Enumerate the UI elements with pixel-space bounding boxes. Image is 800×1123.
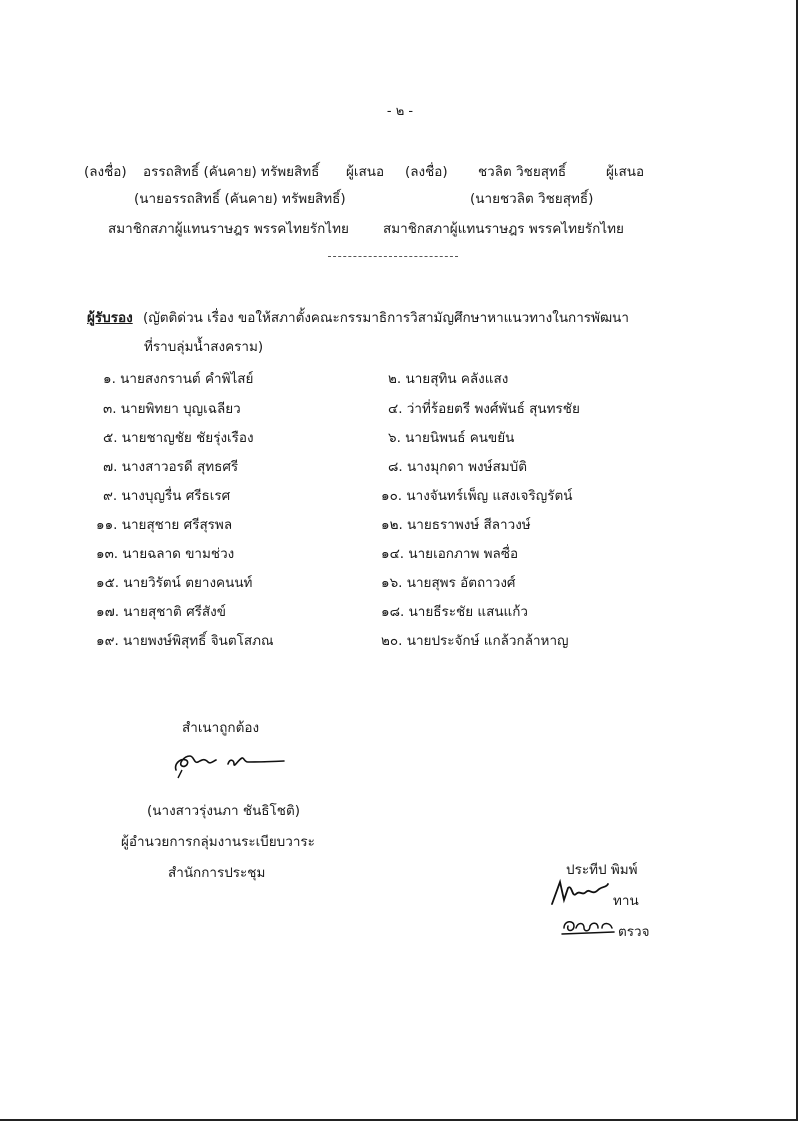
typist-label: ประทีป พิมพ์ xyxy=(566,862,638,878)
endorser-item: ๑๖. นายสุพร อัตถาวงศ์ xyxy=(381,575,516,591)
endorser-item: ๑๕. นายวิรัตน์ ตยางคนนท์ xyxy=(96,575,253,591)
endorser-item: ๓. นายพิทยา บุญเฉลียว xyxy=(103,401,241,417)
endorser-item: ๒. นายสุทิน คลังแสง xyxy=(388,371,509,387)
proposer-full-name: (นายชวลิต วิชยสุทธิ์) xyxy=(470,191,594,207)
endorser-item: ๑๙. นายพงษ์พิสุทธิ์ จินตโสภณ xyxy=(96,633,274,649)
certifier-title: ผู้อำนวยการกลุ่มงานระเบียบวาระ xyxy=(121,834,315,850)
proposer-position: สมาชิกสภาผู้แทนราษฎร พรรคไทยรักไทย xyxy=(108,221,349,237)
motion-subject-line-2: ที่ราบลุ่มน้ำสงคราม) xyxy=(144,339,264,355)
certifier-name: (นางสาวรุ่งนภา ชันธิโชติ) xyxy=(147,803,300,819)
proof-initials xyxy=(560,914,618,936)
signature-image xyxy=(168,744,288,780)
endorser-item: ๑๔. นายเอกภาพ พลซื่อ xyxy=(381,546,519,562)
proposer-full-name: (นายอรรถสิทธิ์ (คันคาย) ทรัพยสิทธิ์) xyxy=(134,191,346,207)
endorser-item: ๑๘. นายธีระชัย แสนแก้ว xyxy=(381,604,529,620)
endorser-item: ๔. ว่าที่ร้อยตรี พงศ์พันธ์ สุนทรชัย xyxy=(388,401,580,417)
proposer-name: อรรถสิทธิ์ (คันคาย) ทรัพยสิทธิ์ xyxy=(143,164,320,180)
certified-copy-label: สำเนาถูกต้อง xyxy=(182,720,260,736)
separator-line xyxy=(328,256,458,257)
endorser-item: ๙. นางบุญรื่น ศรีธเรศ xyxy=(103,488,231,504)
certifier-office: สำนักการประชุม xyxy=(168,865,266,881)
endorsers-heading: ผู้รับรอง xyxy=(87,310,133,326)
sign-label: (ลงชื่อ) xyxy=(405,164,448,180)
endorser-item: ๖. นายนิพนธ์ คนขยัน xyxy=(388,430,515,446)
proposer-position: สมาชิกสภาผู้แทนราษฎร พรรคไทยรักไทย xyxy=(383,221,624,237)
endorser-item: ๑๒. นายธราพงษ์ สีลาวงษ์ xyxy=(381,517,531,533)
endorser-item: ๕. นายชาญชัย ชัยรุ่งเรือง xyxy=(103,430,254,446)
endorser-item: ๗. นางสาวอรดี สุทธศรี xyxy=(103,459,239,475)
proof-label: ตรวจ xyxy=(618,924,650,940)
checker-initials xyxy=(548,878,612,908)
proposer-role: ผู้เสนอ xyxy=(606,164,645,180)
endorser-item: ๒๐. นายประจักษ์ แกล้วกล้าหาญ xyxy=(381,633,569,649)
endorser-item: ๑๑. นายสุชาย ศรีสุรพล xyxy=(96,517,233,533)
endorser-item: ๘. นางมุกดา พงษ์สมบัติ xyxy=(388,459,527,475)
endorser-item: ๑๐. นางจันทร์เพ็ญ แสงเจริญรัตน์ xyxy=(381,488,573,504)
proposer-role: ผู้เสนอ xyxy=(346,164,385,180)
endorser-item: ๑๓. นายฉลาด ขามช่วง xyxy=(96,546,235,562)
page-number: - ๒ - xyxy=(386,104,414,119)
sign-label: (ลงชื่อ) xyxy=(84,164,127,180)
proposer-name: ชวลิต วิชยสุทธิ์ xyxy=(478,164,567,180)
motion-subject-line-1: (ญัตติด่วน เรื่อง ขอให้สภาตั้งคณะกรรมาธิการวิสามัญศึกษาหาแนวทางในการพัฒนา xyxy=(143,310,629,326)
endorser-item: ๑. นายสงกรานต์ คำพิไสย์ xyxy=(103,371,254,387)
checker-label: ทาน xyxy=(613,893,639,909)
endorser-item: ๑๗. นายสุชาติ ศรีสังข์ xyxy=(96,604,226,620)
